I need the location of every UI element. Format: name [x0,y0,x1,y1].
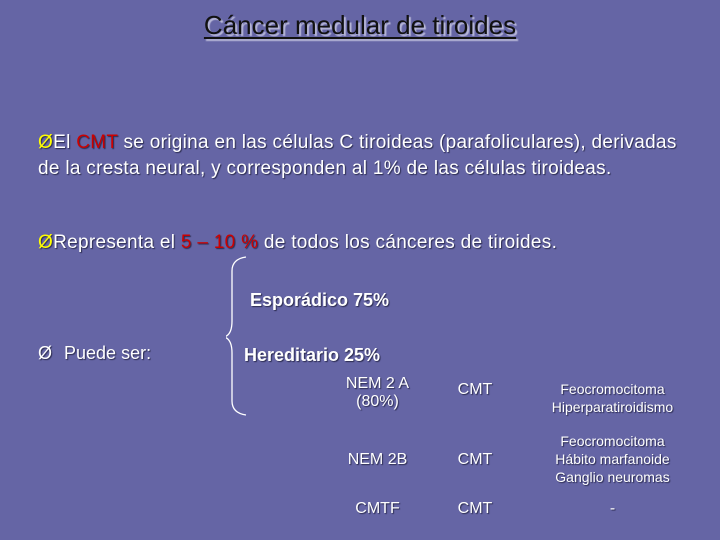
tumor-cell: CMT [457,451,493,468]
tumor-cell: CMT [457,500,493,517]
puede-ser-label [38,340,151,366]
type-line: NEM 2 A [345,375,410,392]
curly-brace-icon [226,255,248,417]
arrow-bullet-icon: Ø [38,132,54,153]
associated-cell [525,380,700,416]
assoc-line: Feocromocitoma [560,433,665,449]
assoc-line: Ganglio neuromas [555,469,670,485]
hereditario-label: Hereditario 25% [244,345,381,365]
bullet-paragraph-origin [38,130,698,182]
tumor-cell: CMT [457,381,493,398]
arrow-bullet-icon: Ø [38,343,53,363]
p2-post: de todos los cánceres de tiroides. [263,232,558,253]
esporadico-label: Esporádico 75% [250,290,390,310]
assoc-line: Hiperparatiroidismo [551,399,674,415]
p2-pre: Representa el [53,232,176,253]
associated-cell [525,432,700,486]
p1-post: se origina en las células C tiroideas (parafoliculares), derivadas de la cresta neural, y corresponden al 1% de las células tiroideas. [38,132,677,179]
type-line: CMTF [355,500,400,517]
type-cell [330,451,425,469]
p2-highlight: 5 – 10 % [180,232,259,253]
p1-pre: El [53,132,71,153]
puede-ser-text: Puede ser: [64,343,152,363]
assoc-line: Feocromocitoma [560,381,665,397]
assoc-line: - [609,500,616,517]
arrow-bullet-icon: Ø [38,232,54,253]
slide-title: Cáncer medular de tiroides [203,10,517,40]
associated-cell [525,500,700,518]
type-cell [330,375,425,411]
type-line: NEM 2B [347,451,408,468]
type-line: (80%) [356,393,399,410]
assoc-line: Hábito marfanoide [555,451,670,467]
p1-highlight: CMT [76,132,118,153]
type-cell [330,500,425,518]
bullet-paragraph-incidence [38,230,708,256]
